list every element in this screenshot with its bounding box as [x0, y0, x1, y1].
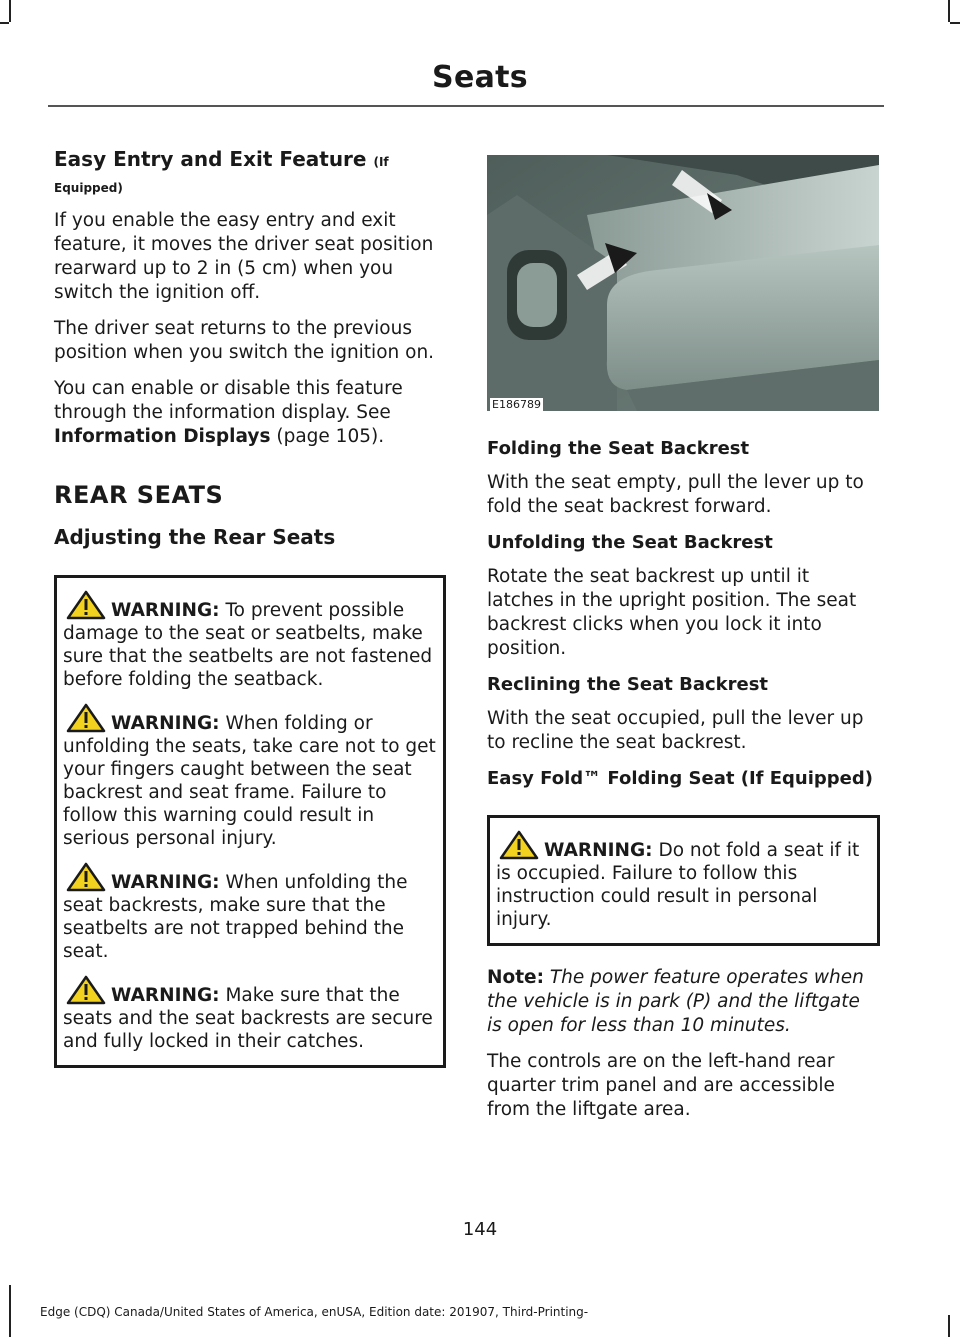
subheading: Reclining the Seat Backrest	[487, 674, 769, 695]
easy-entry-title: Easy Entry and Exit Feature	[54, 147, 367, 171]
warning-label: WARNING:	[111, 985, 220, 1006]
paragraph: The driver seat returns to the previous position when you switch the ignition on.	[54, 318, 435, 363]
paragraph-text: You can enable or disable this feature through the information display. See	[54, 378, 403, 423]
crop-mark	[948, 1315, 950, 1337]
note-text: The power feature operates when the vehicle is in park (P) and the liftgate is open for less than 10 minutes.	[487, 967, 864, 1036]
warning-label: WARNING:	[544, 840, 653, 861]
easy-entry-tag: (If	[373, 155, 389, 169]
warning-item	[63, 703, 437, 850]
crop-mark	[948, 0, 950, 22]
right-column	[487, 155, 880, 1134]
note-label: Note:	[487, 967, 544, 988]
warning-text: When unfolding the seat backrests, make sure that the seatbelts are not trapped behind the seat.	[63, 872, 408, 962]
footer-text: Edge (CDQ) Canada/United States of America, enUSA, Edition date: 201907, Third-Printing-	[40, 1305, 589, 1319]
crop-mark	[9, 1285, 11, 1337]
warning-label: WARNING:	[111, 600, 220, 621]
left-column	[54, 146, 446, 1068]
warning-item	[496, 830, 871, 931]
warning-triangle-icon	[498, 830, 540, 860]
paragraph: The controls are on the left-hand rear quarter trim panel and are accessible from the liftgate area.	[487, 1051, 835, 1120]
crop-mark	[9, 0, 11, 22]
subheading: Unfolding the Seat Backrest	[487, 532, 773, 553]
subheading: Easy Fold™ Folding Seat (If Equipped)	[487, 768, 873, 789]
warning-item	[63, 975, 437, 1053]
warning-box	[54, 575, 446, 1068]
paragraph: If you enable the easy entry and exit feature, it moves the driver seat position rearward up to 2 in (5 cm) when you switch the ignition off.	[54, 210, 434, 303]
rear-seat-lever-image	[487, 155, 879, 411]
warning-label: WARNING:	[111, 713, 220, 734]
seat-illustration	[487, 155, 879, 411]
header-rule	[48, 105, 884, 107]
paragraph: With the seat occupied, pull the lever up to recline the seat backrest.	[487, 708, 864, 753]
paragraph: With the seat empty, pull the lever up to fold the seat backrest forward.	[487, 472, 864, 517]
warning-triangle-icon	[65, 590, 107, 620]
warning-text: When folding or unfolding the seats, take care not to get your fingers caught between the seat backrest and seat frame. Failure to follow this warning could result in serious personal injury.	[63, 713, 436, 849]
figure-id: E186789	[492, 398, 541, 411]
section-heading: REAR SEATS	[54, 481, 224, 509]
warning-text: Do not fold a seat if it is occupied. Failure to follow this instruction could result in personal injury.	[496, 840, 860, 930]
warning-text: Make sure that the seats and the seat backrests are secure and fully locked in their catches.	[63, 985, 433, 1052]
page-number: 144	[462, 1219, 498, 1240]
paragraph	[54, 377, 446, 449]
easy-entry-tag-tail: Equipped)	[54, 181, 123, 195]
warning-triangle-icon	[65, 975, 107, 1005]
page-reference: (page 105).	[270, 426, 385, 447]
subsection-heading: Adjusting the Rear Seats	[54, 525, 336, 549]
warning-triangle-icon	[65, 703, 107, 733]
page-title: Seats	[432, 60, 528, 95]
cross-reference-link[interactable]: Information Displays	[54, 426, 271, 447]
warning-label: WARNING:	[111, 872, 220, 893]
warning-item	[63, 590, 437, 691]
subheading: Folding the Seat Backrest	[487, 438, 750, 459]
paragraph: Rotate the seat backrest up until it latches in the upright position. The seat backrest clicks when you lock it into position.	[487, 566, 857, 659]
warning-item	[63, 862, 437, 963]
warning-triangle-icon	[65, 862, 107, 892]
crop-mark	[0, 22, 9, 24]
note	[487, 966, 880, 1038]
warning-text: To prevent possible damage to the seat or seatbelts, make sure that the seatbelts are not fastened before folding the seatback.	[63, 600, 433, 690]
crop-mark	[950, 22, 960, 24]
easy-entry-heading	[54, 146, 446, 175]
warning-box	[487, 815, 880, 946]
